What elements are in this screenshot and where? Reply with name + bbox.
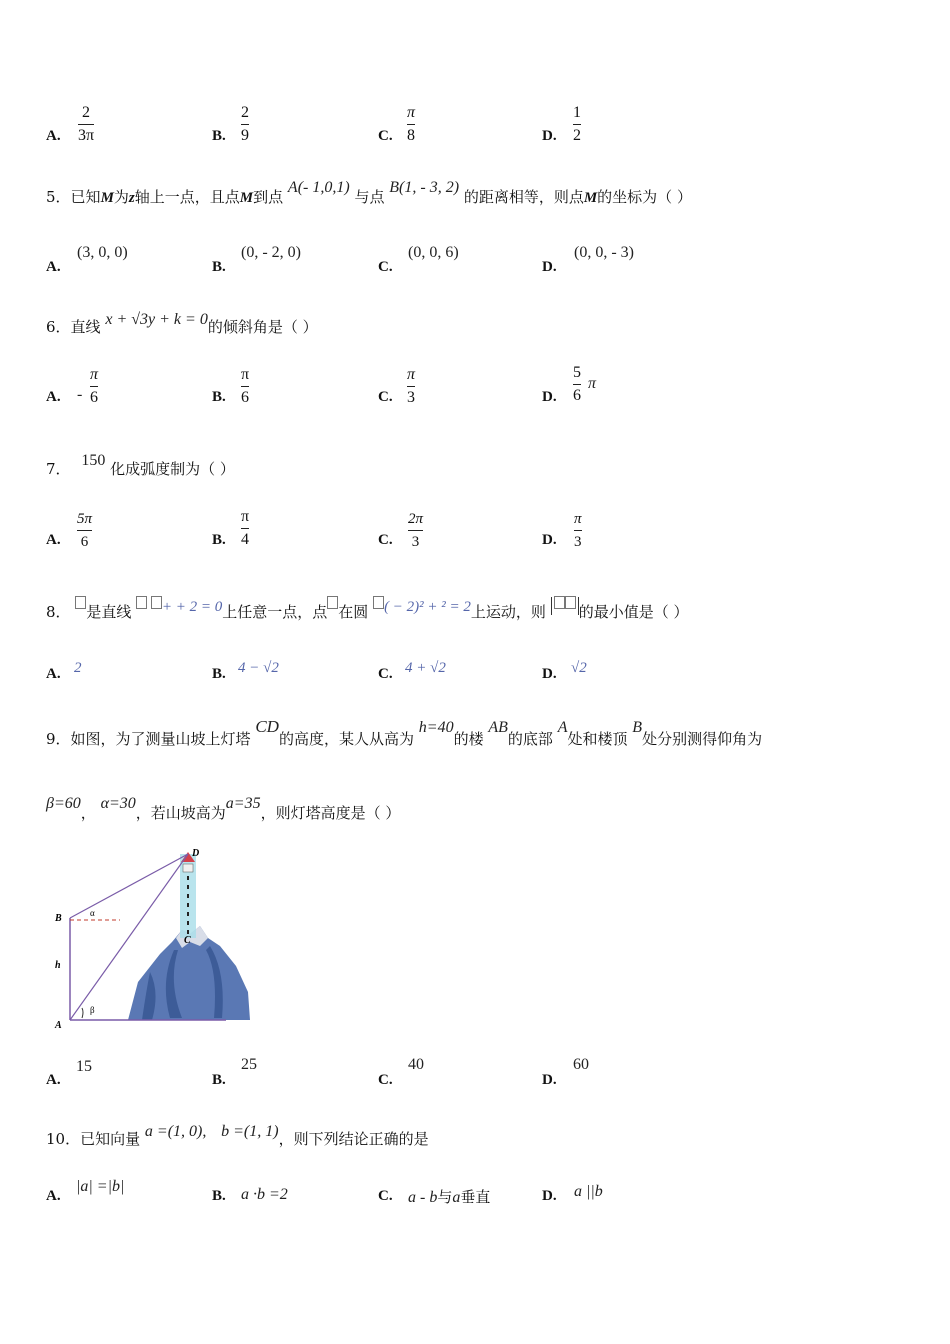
fraction: 2π 3 xyxy=(408,511,424,550)
q7-stem: 7． 150 化成弧度制为（ ） xyxy=(46,452,235,478)
lighthouse-figure xyxy=(50,842,255,1032)
fraction: 5 6 xyxy=(573,364,581,404)
fraction: 5π 6 xyxy=(77,511,93,550)
fraction: 2 3π xyxy=(78,104,95,144)
label-beta: β xyxy=(90,1005,95,1015)
label-B: B xyxy=(55,913,62,924)
circle-equation: ( − 2)² + ² = 2 xyxy=(373,599,471,615)
label-h: h xyxy=(55,960,61,971)
fraction: 1 2 xyxy=(573,104,581,144)
line-equation: + + 2 = 0 xyxy=(136,599,222,615)
abs-value-box xyxy=(551,597,579,615)
label-D: D xyxy=(192,848,200,859)
q9-stem-line2: β=60， α=30，若山坡高为a=35，则灯塔高度是（ ） xyxy=(46,795,401,822)
fraction: π 6 xyxy=(241,366,250,406)
fraction: π 8 xyxy=(407,104,416,144)
fraction: π 3 xyxy=(574,511,582,550)
fraction: π 4 xyxy=(241,508,250,548)
label-A: A xyxy=(55,1020,62,1031)
q5-stem: 5．已知M为z轴上一点，且点M到点 A(- 1,0,1) 与点 B(1, - 3, 2) 的距离相等，则点M的坐标为（ ） xyxy=(46,179,692,206)
sight-line-B xyxy=(70,854,188,918)
q6-stem: 6．直线 x + √3y + k = 0的倾斜角是（ ） xyxy=(46,311,318,336)
label-alpha: α xyxy=(90,908,95,918)
label-C: C xyxy=(184,935,191,946)
missing-glyph-box xyxy=(75,596,86,609)
fraction: π 6 xyxy=(90,366,99,406)
q8-stem: 8． 是直线 + + 2 = 0上任意一点，点 在圆 ( − 2)² + ² = 2上运动，则 的最小值是（ ） xyxy=(46,601,689,622)
q9-stem-line1: 9．如图，为了测量山坡上灯塔 CD的高度，某人从高为 h=40的楼 AB的底部 A处和楼顶 B处分别测得仰角为 xyxy=(46,717,763,748)
missing-glyph-box xyxy=(327,596,338,609)
q10-stem: 10．已知向量 a =(1, 0), b =(1, 1)，则下列结论正确的是 xyxy=(46,1123,429,1148)
fraction: π 3 xyxy=(407,366,416,406)
fraction: 2 9 xyxy=(241,104,249,144)
